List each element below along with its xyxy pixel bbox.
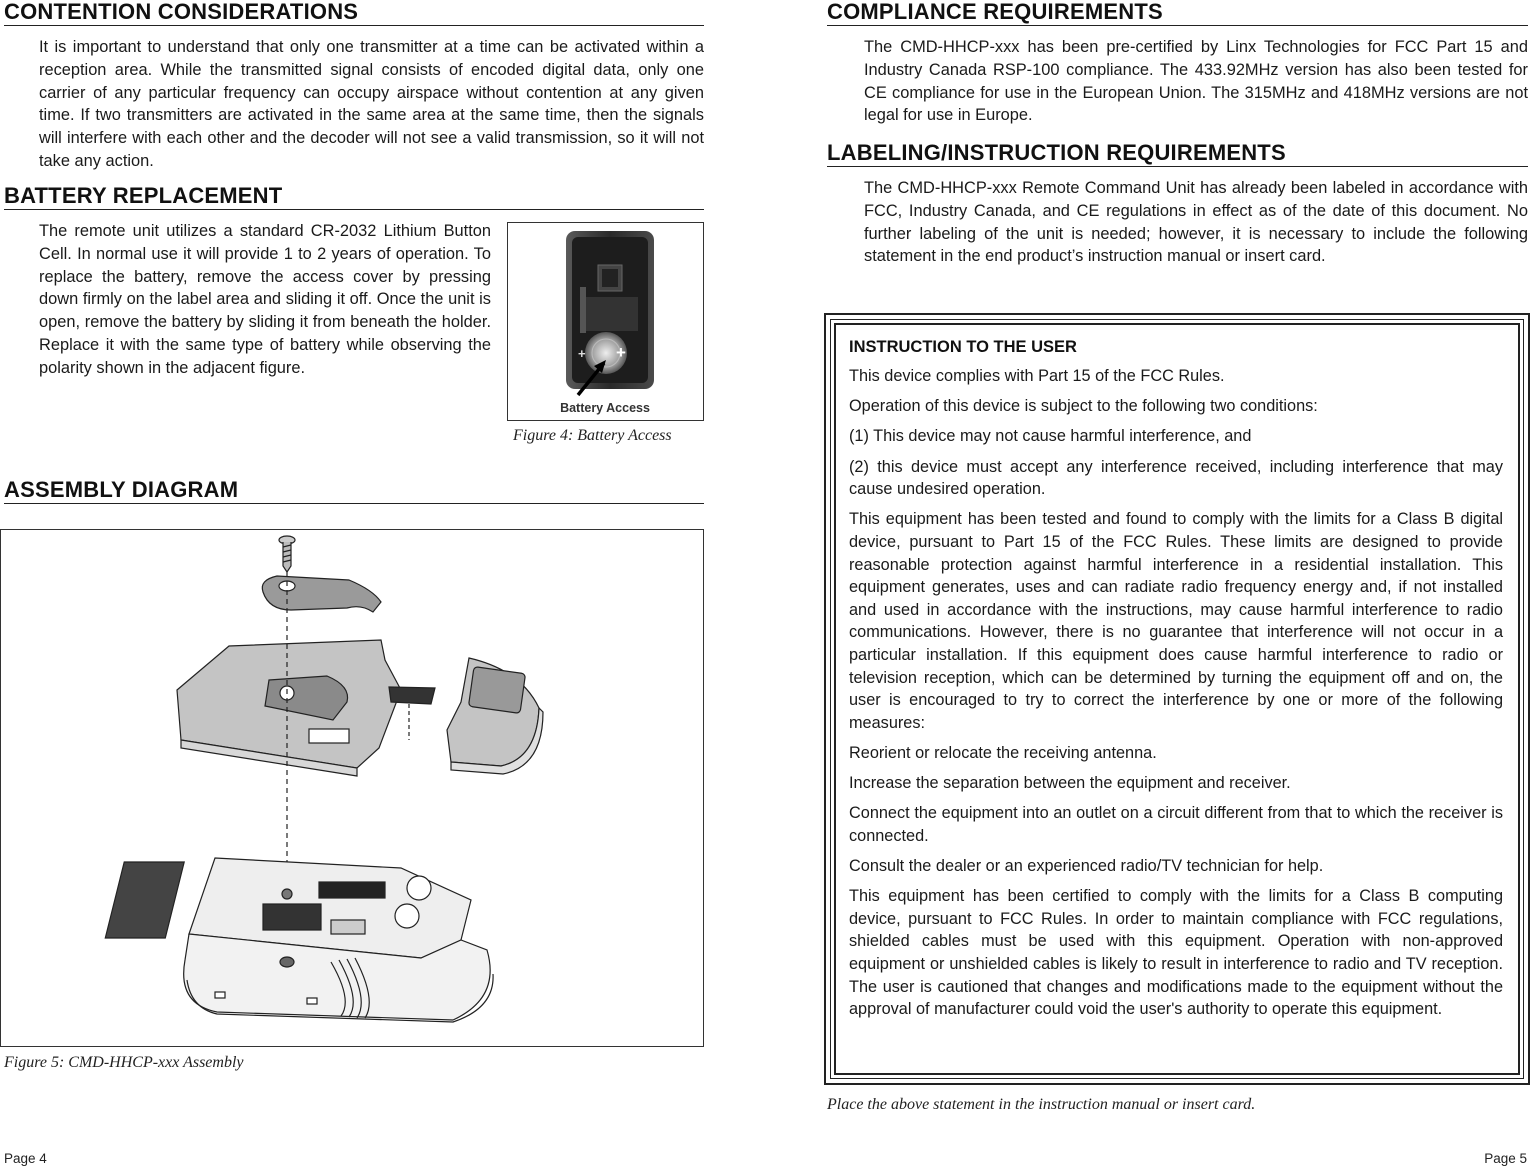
instruction-paragraph: This device complies with Part 15 of the FCC Rules. <box>849 367 1225 385</box>
battery-body: The remote unit utilizes a standard CR-2032 Lithium Button Cell. In normal use it will provide 1 to 2 years of operation. To replace the battery, remove the access cover by pressing down firmly on the label area and sliding it off. Once the unit is open, remove the battery by sliding it from beneath the holder. Replace it with the same type of battery while observing the polarity shown in the adjacent figure. <box>39 222 491 377</box>
section-compliance <box>827 0 1528 127</box>
contention-heading: CONTENTION CONSIDERATIONS <box>4 0 704 26</box>
instruction-paragraph: Connect the equipment into an outlet on a circuit different from that to which the receiver is connected. <box>849 804 1503 845</box>
section-assembly <box>4 478 704 504</box>
page-number-left: Page 4 <box>4 1151 47 1166</box>
battery-heading: BATTERY REPLACEMENT <box>4 184 704 210</box>
battery-figure-label: Battery Access <box>560 401 650 415</box>
page-number-right: Page 5 <box>1484 1151 1527 1166</box>
instruction-paragraph: (1) This device may not cause harmful interference, and <box>849 427 1252 446</box>
section-labeling <box>827 141 1528 268</box>
belt-clip <box>262 576 381 612</box>
instruction-paragraph: This equipment has been certified to comply with the limits for a Class B computing device, pursuant to FCC Rules. In order to maintain compliance with FCC regulations, shielded cables must be used with this equipment. Operation with non-approved equipment or unshielded cables is likely to result in interference to radio and TV reception. The user is cautioned that changes and modifications made to the equipment without the approval of manufacturer could void the user's authority to operate this equipment. <box>849 887 1503 1019</box>
battery-figure <box>507 222 704 421</box>
instruction-paragraph: Reorient or relocate the receiving antenna. <box>849 743 1157 762</box>
assembly-drawing <box>1 530 702 1045</box>
section-contention <box>4 0 704 173</box>
compliance-heading: COMPLIANCE REQUIREMENTS <box>827 0 1528 26</box>
labeling-heading: LABELING/INSTRUCTION REQUIREMENTS <box>827 141 1528 167</box>
assembly-figure <box>0 529 704 1047</box>
instruction-paragraph: Consult the dealer or an experienced radio/TV technician for help. <box>849 857 1324 876</box>
battery-figure-caption: Figure 4: Battery Access <box>513 427 672 444</box>
assembly-heading: ASSEMBLY DIAGRAM <box>4 478 704 504</box>
assembly-figure-caption: Figure 5: CMD-HHCP-xxx Assembly <box>4 1054 244 1071</box>
labeling-body: The CMD-HHCP-xxx Remote Command Unit has already been labeled in accordance with FCC, Industry Canada, and CE regulations in effect as of the date of this document. No further labeling of the unit is needed; however, it is necessary to include the following statement in the end product’s instruction manual or insert card. <box>864 179 1528 266</box>
instruction-box-content <box>849 336 1503 1028</box>
contention-body: It is important to understand that only one transmitter at a time can be activated within a reception area. While the transmitted signal consists of encoded digital data, only one carrier of any particular frequency can occupy airspace without contention at any given time. If two transmitters are activated in the same area at the same time, then the signals will interfere with each other and the decoder will not see a valid transmission, so it will not take any action. <box>39 38 704 170</box>
instruction-paragraph: Increase the separation between the equipment and receiver. <box>849 774 1291 793</box>
instruction-paragraph: This equipment has been tested and found to comply with the limits for a Class B digital device, pursuant to Part 15 of the FCC Rules. These limits are designed to provide reasonable protection against harmful interference in a residential installation. This equipment generates, uses and can radiate radio frequency energy and, if not installed and used in accordance with the instructions, may cause harmful interference to radio communications. However, there is no guarantee that interference will not occur in a particular installation. If this equipment does cause harmful interference to radio or television reception, which can be determined by turning the equipment off and on, the user is encouraged to try to correct the interference by one or more of the following measures: <box>849 510 1503 732</box>
connector-part <box>389 687 435 704</box>
polarity-plus-left: + <box>578 346 586 361</box>
instruction-title: INSTRUCTION TO THE USER <box>849 338 1077 356</box>
polarity-plus: + <box>616 343 626 362</box>
compliance-body: The CMD-HHCP-xxx has been pre-certified by Linx Technologies for FCC Part 15 and Industry Canada RSP-100 compliance. The 433.92MHz version has also been tested for CE compliance for use in the European Union. The 315MHz and 418MHz versions are not legal for use in Europe. <box>864 38 1528 125</box>
instruction-paragraph: Operation of this device is subject to the following two conditions: <box>849 397 1318 416</box>
screw-part <box>279 536 295 572</box>
instruction-box-caption: Place the above statement in the instruction manual or insert card. <box>827 1096 1256 1113</box>
instruction-paragraph: (2) this device must accept any interference received, including interference that may cause undesired operation. <box>849 457 1503 499</box>
battery-photo <box>508 223 702 419</box>
